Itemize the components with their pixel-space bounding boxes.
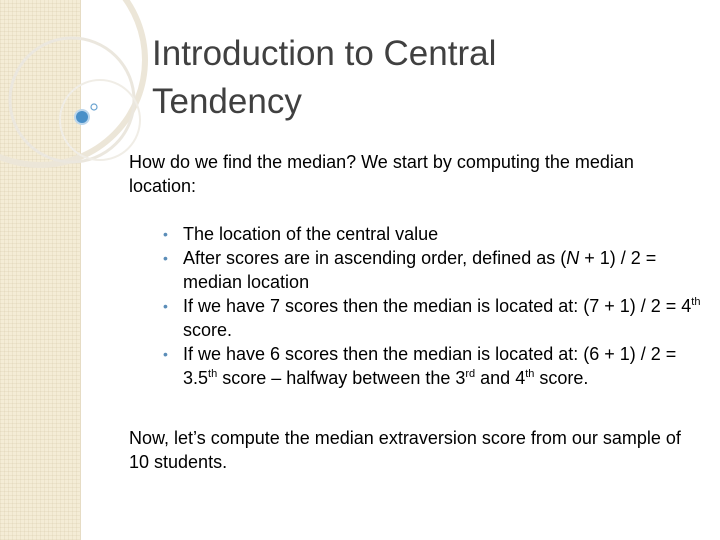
deco-dot-small <box>91 104 97 110</box>
bullet-text-pre: If we have 7 scores then the median is located at: (7 + 1) / 2 = 4 <box>183 296 692 316</box>
bullet-item <box>163 294 703 342</box>
bullet-text-post: score. <box>534 368 589 388</box>
slide-title <box>152 30 672 126</box>
bullet-item <box>163 246 703 294</box>
ordinal-suffix: th <box>525 368 535 380</box>
slide-title-line-1: Introduction to Central <box>152 34 497 73</box>
bullet-item <box>163 342 703 390</box>
bullet-text: The location of the central value <box>183 224 439 244</box>
bullet-text-pre: After scores are in ascending order, defined as ( <box>183 248 567 268</box>
bullet-dot-icon: • <box>163 298 168 314</box>
bullet-item <box>163 222 703 246</box>
intro-paragraph: How do we find the median? We start by computing the median location: <box>129 152 634 196</box>
bullet-text-post: score. <box>183 320 233 340</box>
bullet-dot-icon: • <box>163 250 168 266</box>
bullet-dot-icon: • <box>163 226 168 242</box>
bullet-text-mid: and 4 <box>475 368 526 388</box>
bullet-dot-icon: • <box>163 346 168 362</box>
bullet-text-post: + 1) / 2 = median location <box>183 248 657 292</box>
bullet-list <box>163 222 703 390</box>
bullet-text-pre: If we have 6 scores then the median is located at: (6 + 1) / 2 = 3.5 <box>183 344 677 388</box>
side-pattern-background <box>0 0 81 540</box>
outro-paragraph: Now, let’s compute the median extraversion score from our sample of 10 students. <box>129 428 681 472</box>
bullet-variable: N <box>566 248 580 268</box>
slide-title-line-2: Tendency <box>152 82 302 121</box>
bullet-text-mid: score – halfway between the 3 <box>217 368 466 388</box>
ordinal-suffix: th <box>208 368 218 380</box>
ordinal-suffix: rd <box>465 368 476 380</box>
ordinal-suffix: th <box>691 296 701 308</box>
